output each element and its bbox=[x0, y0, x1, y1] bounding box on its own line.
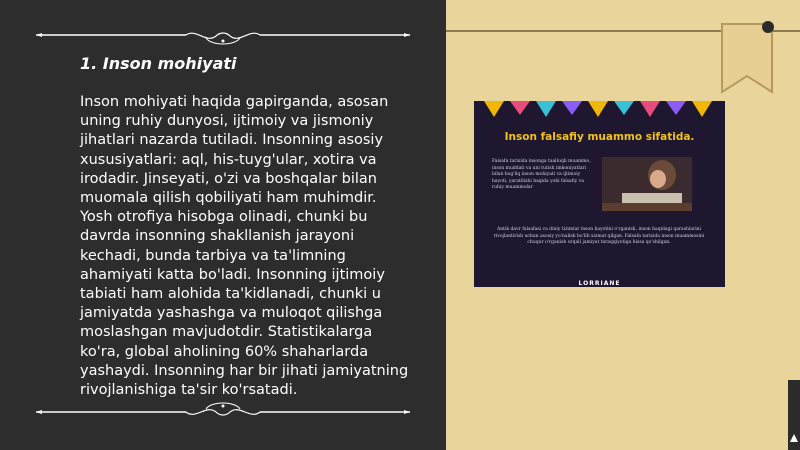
body-line: yashaydi. Insonning har bir jihati jamiyatning bbox=[80, 362, 409, 379]
slide-heading: 1. Inson mohiyati bbox=[80, 54, 237, 73]
body-line: ahamiyati katta bo'ladi. Insonning ijtimoiy bbox=[80, 266, 385, 283]
body-line: xususiyatlari: aql, his-tuyg'ular, xotira va bbox=[80, 151, 377, 168]
slide-body-text bbox=[80, 93, 425, 400]
body-line: rivojlanishiga ta'sir ko'rsatadi. bbox=[80, 382, 298, 399]
body-line: moslashgan mavjudotdir. Statistikalarga bbox=[80, 324, 373, 341]
scroll-up-arrow-icon[interactable] bbox=[790, 434, 798, 442]
body-line: jamiyatda yashashga va muloqot qilishga bbox=[80, 305, 383, 322]
thumbnail-bottom-text: Antik davr falsafasi va diniy tizimlar inson hayotini o'rganish, inson haqidagi qarashlarini rivojlantirish uchun asosiy yo'nalish bo'lib xizmat qilgan. Falsafa tarixida inson muammosini chuqur o'rganish orqali jamiyat taraqqiyotiga hissa qo'shilgan. bbox=[493, 227, 705, 245]
ornament-top-icon bbox=[36, 30, 410, 50]
bookmark-icon bbox=[716, 20, 776, 100]
body-line: jihatlari nazarda tutiladi. Insonning asosiy bbox=[80, 132, 384, 149]
thumbnail-left-text: Falsafa tarixida insonga taalluqli muammo, inson muddati va uni tutish imkoniyatlari bilan bog'liq inson mohiyati va ijtimoiy hayoti, yaratilishi haqida yoki falsafiy va ruhiy muammolar bbox=[492, 159, 591, 190]
reading-photo-icon bbox=[602, 157, 692, 211]
ornament-bottom-icon bbox=[36, 398, 410, 418]
thumbnail-footer: LORRIANE bbox=[578, 280, 621, 287]
thumbnail-title: Inson falsafiy muammo sifatida. bbox=[504, 131, 695, 143]
body-line: tabiati ham alohida ta'kidlanadi, chunki u bbox=[80, 286, 381, 303]
body-line: ko'ra, global aholining 60% shaharlarda bbox=[80, 343, 369, 360]
body-line: irodadir. Jinseyati, o'zi va boshqalar bilan bbox=[80, 170, 377, 187]
body-line: kechadi, bunda tarbiya va ta'limning bbox=[80, 247, 346, 264]
body-line: Yosh otrofiya hisobga olinadi, chunki bu bbox=[80, 209, 368, 226]
body-line: uning ruhiy dunyosi, ijtimoiy va jismoniy bbox=[80, 113, 374, 130]
slide-thumbnail-image bbox=[474, 101, 725, 287]
bunting-decoration-icon bbox=[474, 101, 725, 131]
body-line: davrda insonning shakllanish jarayoni bbox=[80, 228, 355, 245]
body-line: muomala qilish qobiliyati ham muhimdir. bbox=[80, 190, 377, 207]
body-line: Inson mohiyati haqida gapirganda, asosan bbox=[80, 94, 389, 110]
